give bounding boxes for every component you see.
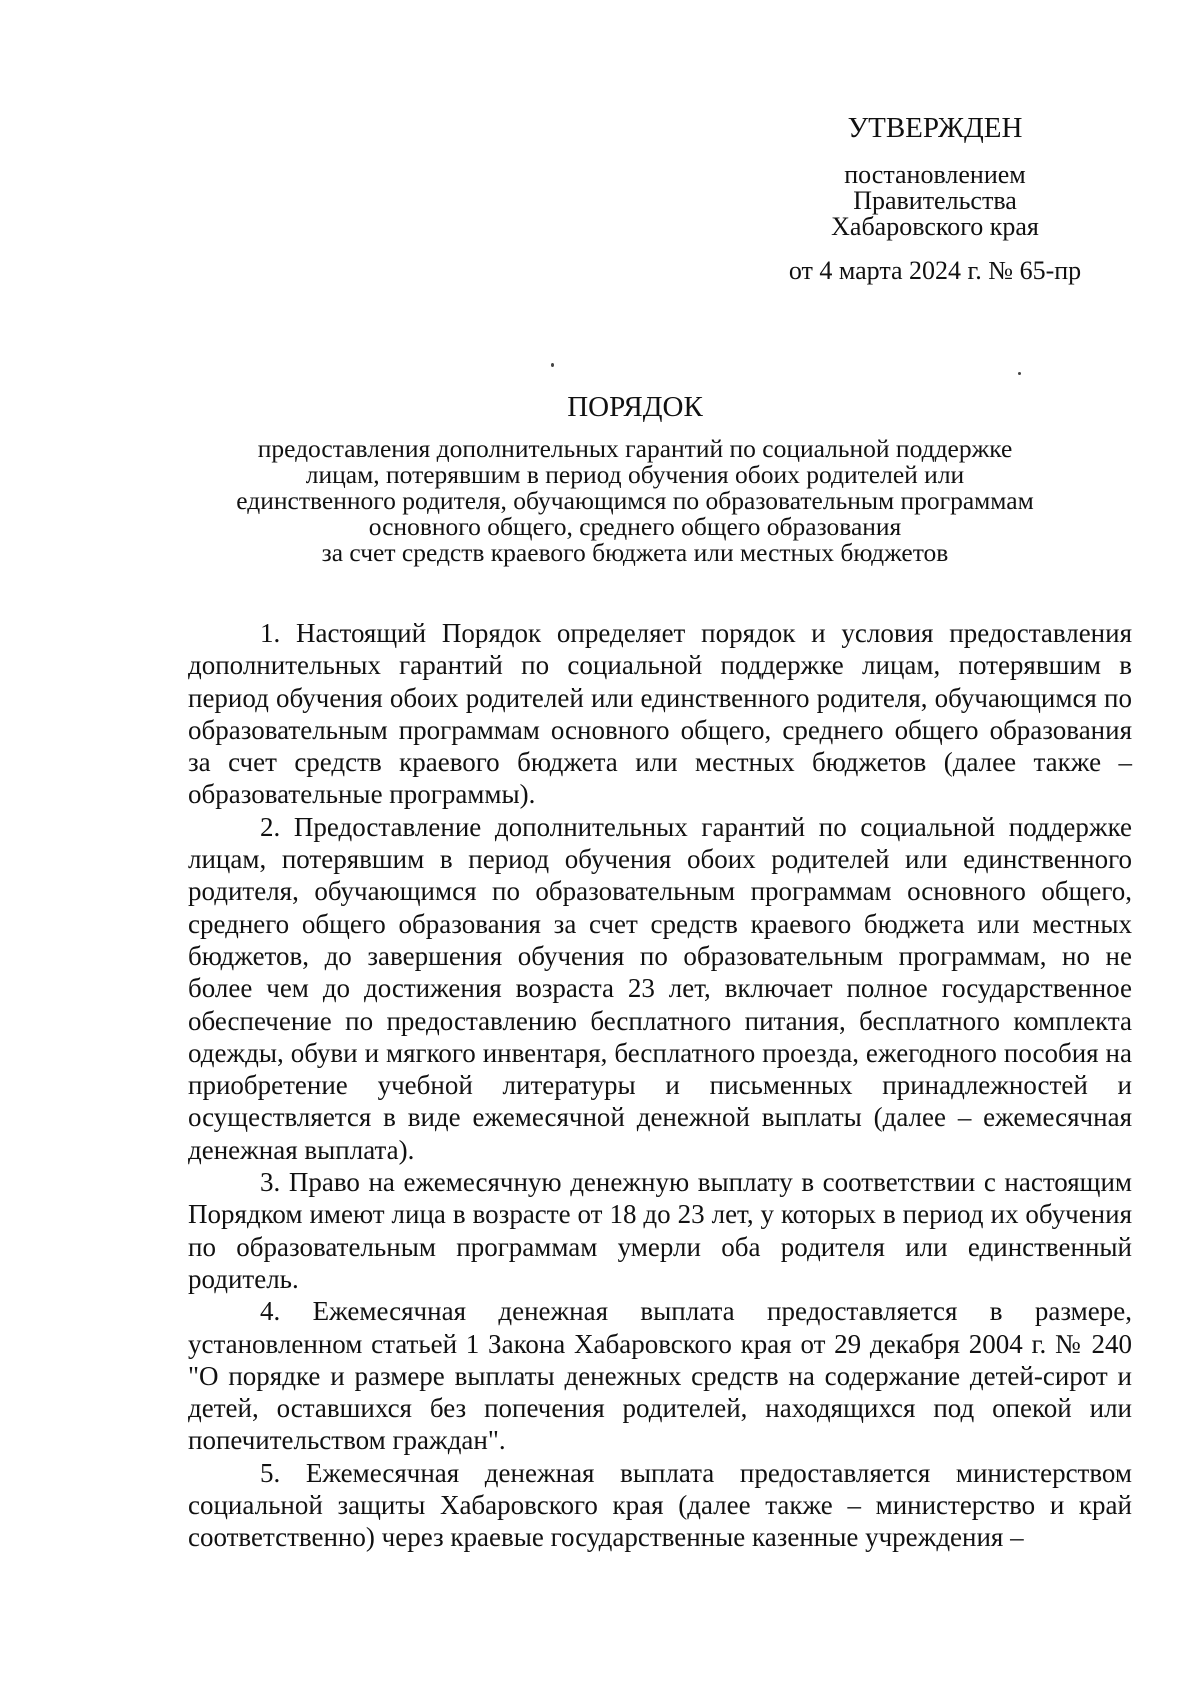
scan-speck: [1018, 372, 1021, 375]
approval-date: от 4 марта 2024 г. № 65-пр: [788, 256, 1082, 285]
document-subtitle-line: лицам, потерявшим в период обучения обоих родителей или: [305, 460, 965, 489]
scan-speck: [551, 363, 554, 367]
approval-line: постановлением: [844, 160, 1026, 189]
document-body: [188, 617, 1132, 1554]
document-subtitle-line: предоставления дополнительных гарантий по социальной поддержке: [257, 434, 1013, 463]
paragraph-1: 1. Настоящий Порядок определяет порядок и условия предоставления дополнительных гарантий по социальной поддержке лицам, потерявшим в период обучения обоих родителей или единственного родителя, обучающимся по образовательным программам основного общего, среднего общего образования за счет средств краевого бюджета или местных бюджетов (далее также – образовательные программы).: [188, 618, 1132, 810]
document-title: ПОРЯДОК: [567, 391, 703, 423]
paragraph-2: 2. Предоставление дополнительных гарантий по социальной поддержке лицам, потерявшим в период обучения обоих родителей или единственного родителя, обучающимся по образовательным программам основного общего, среднего общего образования за счет средств краевого бюджета или местных бюджетов, до завершения обучения по образовательным программам, но не более чем до достижения возраста 23 лет, включает полное государственное обеспечение по предоставлению бесплатного питания, бесплатного комплекта одежды, обуви и мягкого инвентаря, бесплатного проезда, ежегодного пособия на приобретение учебной литературы и письменных принадлежностей и осуществляется в виде ежемесячной денежной выплаты (далее – ежемесячная денежная выплата).: [188, 811, 1132, 1165]
approval-line: Правительства: [853, 186, 1017, 215]
document-title-block: [150, 390, 1120, 566]
document-subtitle-line: за счет средств краевого бюджета или местных бюджетов: [321, 538, 949, 567]
paragraph-4: 4. Ежемесячная денежная выплата предоставляется в размере, установленном статьей 1 Закона Хабаровского края от 29 декабря 2004 г. № 240 "О порядке и размере выплаты денежных средств на содержание детей-сирот и детей, оставшихся без попечения родителей, находящихся под опекой или попечительством граждан".: [188, 1296, 1132, 1456]
approval-line: Хабаровского края: [831, 212, 1039, 241]
paragraph-5: 5. Ежемесячная денежная выплата предоставляется министерством социальной защиты Хабаровского края (далее также – министерство и край соответственно) через краевые государственные казенные учреждения –: [188, 1457, 1132, 1553]
approval-stamp: УТВЕРЖДЕН: [847, 112, 1023, 144]
document-subtitle-line: основного общего, среднего общего образования: [368, 512, 902, 541]
paragraph-3: 3. Право на ежемесячную денежную выплату в соответствии с настоящим Порядком имеют лица в возрасте от 18 до 23 лет, у которых в период их обучения по образовательным программам умерли оба родителя или единственный родитель.: [188, 1167, 1132, 1294]
document-subtitle-line: единственного родителя, обучающимся по образовательным программам: [236, 486, 1034, 515]
approval-stamp-block: [740, 110, 1130, 286]
